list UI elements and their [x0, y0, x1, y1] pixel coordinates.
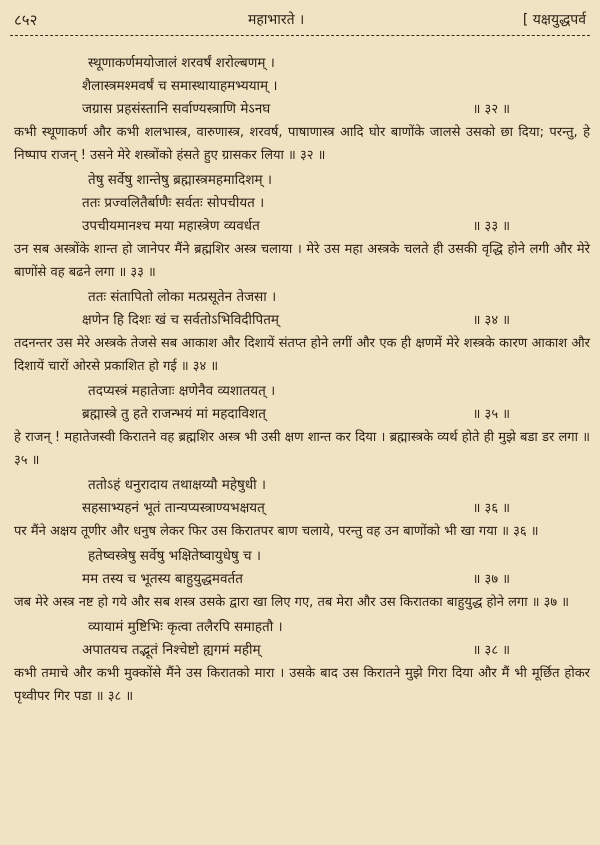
- verse-text: जग्रास प्रहसंस्तानि सर्वाण्यस्त्राणि मेऽनघ: [82, 101, 271, 117]
- verse-text: ततोऽहं धनुरादाय तथाक्षय्यौ महेषुधी ।: [88, 477, 267, 493]
- verse-text: व्यायामं मुष्टिभिः कृत्वा तलैरपि समाहतौ ।: [88, 619, 283, 635]
- sanskrit-verse-line: [12, 215, 590, 238]
- verse-number: ॥ ३२ ॥: [472, 102, 510, 117]
- verse-text: हतेष्वस्त्रेषु सर्वेषु भक्षितेष्वायुधेषु च ।: [88, 548, 261, 564]
- hindi-translation: कभी स्थूणाकर्ण और कभी शलभास्त्र, वारुणास्त्र, शरवर्ष, पाषाणास्त्र आदि घोर बाणोंके जालसे उसको छा दिया; परन्तु, हे निष्पाप राजन् ! उसने मेरे शस्त्रोंको हंसते हुए ग्रासकर लिया ॥ ३२ ॥: [14, 125, 590, 163]
- running-title: महाभारते ।: [248, 12, 305, 28]
- verse-text: शैलास्त्रमश्मवर्षं च समास्थायाहमभ्ययाम् ।: [82, 78, 278, 94]
- verse-text: ततः संतापितो लोका मत्प्रसूतेन तेजसा ।: [88, 289, 277, 305]
- verse-text: ततः प्रज्वलितैर्बाणैः सर्वतः सोपचीयत ।: [82, 195, 265, 211]
- verse-number: ॥ ३४ ॥: [472, 313, 510, 328]
- verse-text: तेषु सर्वेषु शान्तेषु ब्रह्मास्त्रमहमादिशम् ।: [88, 172, 272, 188]
- verse-text: मम तस्य च भूतस्य बाहुयुद्धमवर्तत: [82, 571, 243, 587]
- sanskrit-verse-line: [12, 98, 590, 121]
- verse-block: [12, 380, 590, 472]
- verse-block: [12, 286, 590, 378]
- sanskrit-verse-line: [12, 568, 590, 591]
- sanskrit-verse-line: [12, 616, 590, 639]
- sanskrit-verse-line: [12, 309, 590, 332]
- verse-text: उपचीयमानश्च मया महास्त्रेण व्यवर्धत: [82, 218, 260, 234]
- sanskrit-verse-line: [12, 286, 590, 309]
- sanskrit-verse-line: [12, 75, 590, 98]
- verse-block: [12, 52, 590, 167]
- verse-text: ब्रह्मास्त्रे तु हते राजन्भयं मां महदाविशत्: [82, 406, 266, 422]
- verse-text: क्षणेन हि दिशः खं च सर्वतोऽभिविदीपितम्: [82, 312, 279, 328]
- sanskrit-verse-line: [12, 403, 590, 426]
- verse-text: अपातयच तद्भूतं निश्चेष्टो ह्यगमं महीम्: [82, 642, 261, 658]
- sanskrit-verse-line: [12, 545, 590, 568]
- verse-number: ॥ ३३ ॥: [472, 219, 510, 234]
- sanskrit-verse-line: [12, 52, 590, 75]
- hindi-translation: जब मेरे अस्त्र नष्ट हो गये और सब शस्त्र उसके द्वारा खा लिए गए, तब मेरा और उस किरातका बाहुयुद्ध होने लगा ॥ ३७ ॥: [14, 595, 570, 610]
- verse-block: [12, 545, 590, 614]
- verse-number: ॥ ३५ ॥: [472, 407, 510, 422]
- verse-number: ॥ ३६ ॥: [472, 501, 510, 516]
- verse-block: [12, 474, 590, 543]
- sanskrit-verse-line: [12, 380, 590, 403]
- hindi-translation: उन सब अस्त्रोंके शान्त हो जानेपर मैंने ब्रह्मशिर अस्त्र चलाया । मेरे उस महा अस्त्रके चलते ही उसकी वृद्धि होने लगी और मेरे बाणोंसे वह बढने लगा ॥ ३३ ॥: [14, 242, 590, 280]
- page-header: [0, 0, 600, 38]
- section-title: [ यक्षयुद्धपर्व: [522, 12, 586, 28]
- hindi-translation: पर मैंने अक्षय तूणीर और धनुष लेकर फिर उस किरातपर बाण चलाये, परन्तु वह उन बाणोंको भी खा गया ॥ ३६ ॥: [14, 524, 539, 539]
- header-divider: [10, 35, 590, 36]
- verse-text: सहसाभ्यहनं भूतं तान्यप्यस्त्राण्यभक्षयत्: [82, 500, 265, 516]
- sanskrit-verse-line: [12, 639, 590, 662]
- hindi-translation: हे राजन् ! महातेजस्वी किरातने वह ब्रह्मशिर अस्त्र भी उसी क्षण शान्त कर दिया । ब्रह्मास्त्रके व्यर्थ होते ही मुझे बडा डर लगा ॥ ३५ ॥: [14, 430, 590, 468]
- verse-number: ॥ ३८ ॥: [472, 643, 510, 658]
- page-number: ८५२: [14, 11, 38, 29]
- page-body: [12, 52, 590, 710]
- verse-text: स्थूणाकर्णमयोजालं शरवर्षं शरोल्बणम् ।: [88, 55, 275, 71]
- verse-block: [12, 616, 590, 708]
- verse-number: ॥ ३७ ॥: [472, 572, 510, 587]
- verse-block: [12, 169, 590, 284]
- verse-text: तदप्यस्त्रं महातेजाः क्षणेनैव व्यशातयत् ।: [88, 383, 276, 399]
- hindi-translation: तदनन्तर उस मेरे अस्त्रके तेजसे सब आकाश और दिशायें संतप्त होने लगीं और एक ही क्षणमें मेरे शस्त्रके कारण आकाश और दिशायें चारों ओरसे प्रकाशित हो गई ॥ ३४ ॥: [14, 336, 590, 374]
- sanskrit-verse-line: [12, 497, 590, 520]
- sanskrit-verse-line: [12, 192, 590, 215]
- sanskrit-verse-line: [12, 474, 590, 497]
- sanskrit-verse-line: [12, 169, 590, 192]
- hindi-translation: कभी तमाचे और कभी मुक्कोंसे मैंने उस किरातको मारा । उसके बाद उस किरातने मुझे गिरा दिया और मैं भी मूर्छित होकर पृथ्वीपर गिर पडा ॥ ३८ ॥: [14, 666, 590, 704]
